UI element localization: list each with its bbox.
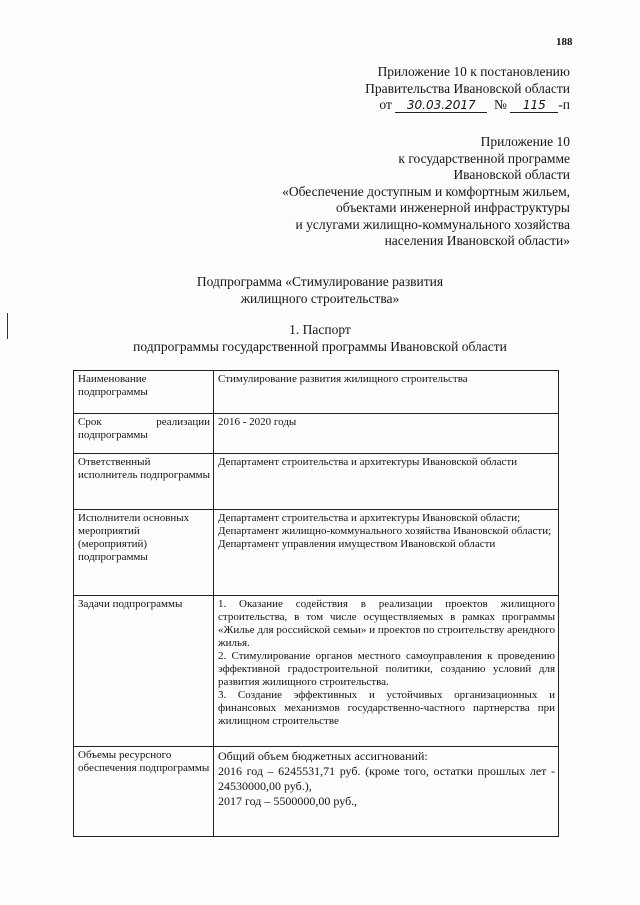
handwritten-date: 30.03.2017 — [395, 99, 487, 113]
program-header-line: Приложение 10 — [480, 134, 570, 149]
passport-table — [73, 370, 559, 837]
attachment-line-2: Правительства Ивановской области — [365, 80, 570, 96]
row-label-name: Наименование подпрограммы — [74, 371, 214, 414]
subprogram-title-line-2: жилищного строительства» — [240, 291, 400, 306]
passport-title: 1. Паспорт — [289, 322, 351, 337]
program-header-line: объектами инженерной инфраструктуры — [336, 200, 570, 215]
row-value-funding — [214, 747, 559, 837]
program-header-line: Ивановской области — [453, 167, 570, 182]
number-suffix: -п — [558, 97, 570, 112]
program-header-line: и услугами жилищно-коммунального хозяйства — [295, 216, 570, 232]
funding-item: 2017 год – 5500000,00 руб., — [218, 794, 358, 808]
row-value-term: 2016 - 2020 годы — [214, 414, 559, 454]
row-label-tasks: Задачи подпрограммы — [74, 596, 214, 747]
attachment-line-1: Приложение 10 к постановлению — [377, 64, 570, 79]
subprogram-title — [170, 273, 470, 307]
program-header-line: «Обеспечение доступным и комфортным жильем, — [282, 183, 570, 199]
table-row — [74, 414, 559, 454]
row-label-responsible: Ответственный исполнитель подпрограммы — [74, 454, 214, 510]
resolution-attachment-header — [365, 64, 570, 114]
attachment-date-line — [365, 97, 570, 114]
table-row — [74, 454, 559, 510]
table-row — [74, 747, 559, 837]
passport-subtitle: подпрограммы государственной программы Ивановской области — [133, 339, 507, 354]
program-header-line: населения Ивановской области» — [384, 233, 570, 248]
table-row — [74, 596, 559, 747]
executor-item: Департамент строительства и архитектуры Ивановской области; — [218, 512, 521, 524]
number-sign: № — [494, 97, 507, 112]
row-value-executors — [214, 510, 559, 596]
margin-mark — [7, 313, 8, 339]
row-value-tasks — [214, 596, 559, 747]
program-attachment-header — [282, 134, 570, 250]
passport-heading — [100, 321, 540, 355]
row-value-name: Стимулирование развития жилищного строительства — [214, 371, 559, 414]
row-label-funding: Объемы ресурсного обеспечения подпрограммы — [74, 747, 214, 837]
task-item: 1. Оказание содействия в реализации проектов жилищного строительства, в том числе осуществляемых в рамках программы «Жилье для российской семьи» и проектов по строительству арендного жилья. — [218, 598, 555, 649]
funding-item: Общий объем бюджетных ассигнований: — [218, 749, 428, 763]
executor-item: Департамент жилищно-коммунального хозяйства Ивановской области; — [218, 525, 552, 537]
handwritten-number: 115 — [510, 99, 558, 113]
funding-item: 2016 год – 6245531,71 руб. (кроме того, остатки прошлых лет - 24530000,00 руб.), — [218, 764, 555, 793]
table-row — [74, 510, 559, 596]
table-row — [74, 371, 559, 414]
subprogram-title-line-1: Подпрограмма «Стимулирование развития — [196, 274, 444, 289]
page-number: 188 — [556, 36, 573, 48]
task-item: 3. Создание эффективных и устойчивых организационных и финансовых механизмов государственно-частного партнерства при жилищном строительстве — [218, 689, 555, 727]
executor-item: Департамент управления имуществом Ивановской области — [218, 538, 496, 550]
task-item: 2. Стимулирование органов местного самоуправления к проведению эффективной градостроительной политики, созданию условий для развития жилищного строительства. — [218, 650, 555, 688]
row-label-term: Срок реализации подпрограммы — [74, 414, 214, 454]
date-prefix: от — [379, 97, 392, 112]
row-value-responsible: Департамент строительства и архитектуры Ивановской области — [214, 454, 559, 510]
row-label-executors: Исполнители основных мероприятий (мероприятий) подпрограммы — [74, 510, 214, 596]
program-header-line: к государственной программе — [398, 150, 570, 166]
